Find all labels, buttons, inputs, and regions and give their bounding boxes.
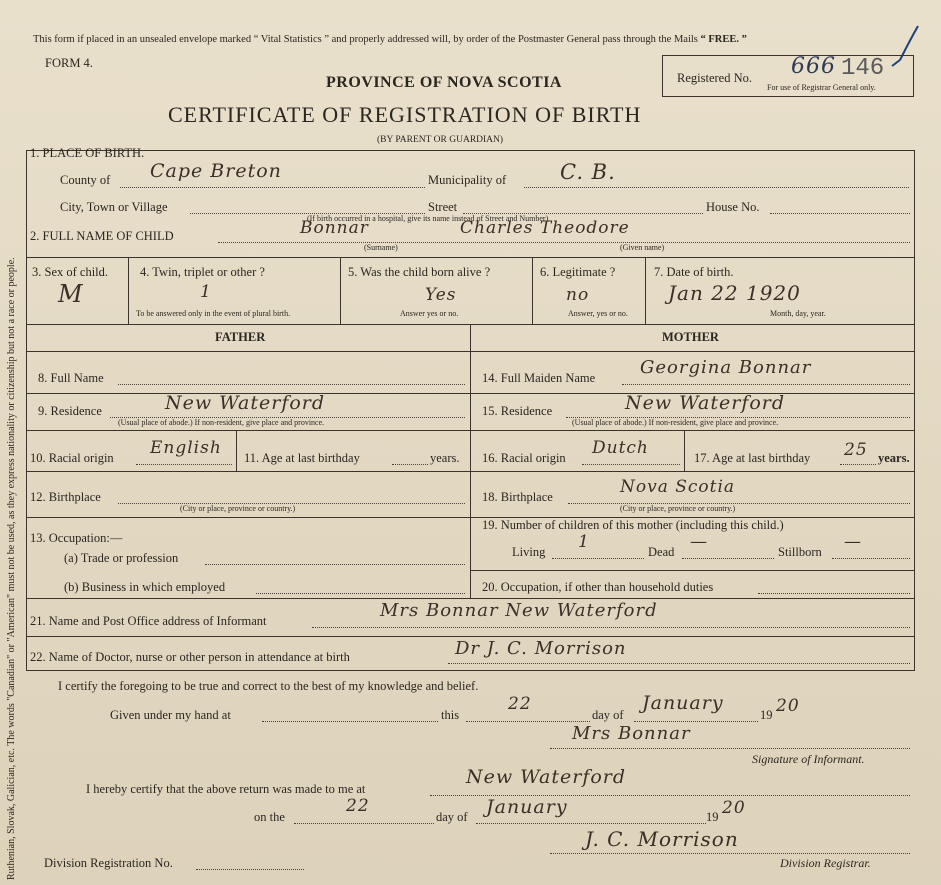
registrar-signature-line [550, 853, 910, 854]
registered-stamp: 146 [841, 55, 885, 82]
certificate-title: CERTIFICATE OF REGISTRATION OF BIRTH [168, 102, 642, 127]
municipality-value: C. B. [560, 160, 616, 184]
child-name-label: 2. FULL NAME OF CHILD [30, 229, 174, 243]
living-line [552, 558, 644, 559]
given-caption: (Given name) [620, 243, 665, 252]
year-value: 20 [776, 696, 800, 716]
mother-line-b [470, 430, 915, 431]
father-racial-label: 10. Racial origin [30, 451, 114, 465]
mother-age-unit: years. [878, 451, 910, 465]
registrar-year-value: 20 [722, 798, 746, 818]
day-of-label: day of [592, 708, 624, 722]
county-value: Cape Breton [150, 160, 282, 182]
father-trade-line [205, 564, 465, 565]
mother-header: MOTHER [662, 330, 719, 344]
mother-maiden-value: Georgina Bonnar [640, 357, 812, 378]
mother-line-e [470, 570, 915, 571]
twin-note: To be answered only in the event of plural birth. [136, 309, 291, 318]
registrar-month-value: January [486, 796, 568, 818]
surname-caption: (Surname) [364, 243, 398, 252]
mother-maiden-line [622, 384, 910, 385]
date-note: Month, day, year. [770, 309, 826, 318]
house-line [770, 213, 910, 214]
mother-racial-value: Dutch [592, 438, 649, 458]
registrar-day-of-label: day of [436, 810, 468, 824]
date-of-birth-value: Jan 22 1920 [668, 281, 801, 305]
mother-age-label: 17. Age at last birthday [694, 451, 811, 465]
registrar-place-value: New Waterford [466, 766, 627, 788]
twin-value: 1 [200, 282, 212, 302]
certificate-subtitle: (BY PARENT OR GUARDIAN) [377, 135, 504, 145]
registrar-month-line [476, 823, 706, 824]
this-label: this [441, 708, 460, 722]
mother-residence-label: 15. Residence [482, 404, 553, 418]
father-racial-value: English [150, 438, 222, 458]
living-value: 1 [578, 532, 590, 552]
registrar-year-prefix: 19 [706, 810, 719, 824]
mother-occupation-label: 20. Occupation, if other than household duties [482, 580, 714, 594]
month-value: January [642, 692, 724, 714]
alive-label: 5. Was the child born alive ? [348, 265, 491, 279]
frame-left [26, 150, 27, 670]
mother-age-line [840, 464, 876, 465]
on-the-line [294, 823, 434, 824]
doctor-value: Dr J. C. Morrison [455, 638, 627, 659]
registrar-signature: J. C. Morrison [585, 827, 739, 851]
municipality-line [524, 187, 909, 188]
living-label: Living [512, 545, 546, 559]
signature-caption: Signature of Informant. [752, 752, 865, 766]
informant-line [312, 627, 910, 628]
father-name-label: 8. Full Name [38, 371, 104, 385]
father-business-line [256, 593, 465, 594]
mother-birthplace-note: (City or place, province or country.) [620, 504, 736, 513]
city-label: City, Town or Village [60, 200, 168, 214]
child-surname: Bonnar [300, 218, 369, 238]
mother-children-label: 19. Number of children of this mother (including this child.) [482, 518, 784, 532]
dead-line [682, 558, 774, 559]
father-residence-value: New Waterford [165, 392, 326, 414]
hospital-note: (If birth occurred in a hospital, give its name instead of Street and Number) [307, 214, 549, 223]
dead-value: — [690, 532, 708, 552]
year-prefix: 19 [760, 708, 773, 722]
row3-div3 [532, 257, 533, 324]
registered-handwritten: 666 [791, 54, 836, 79]
mother-racial-line [582, 464, 680, 465]
mother-occupation-line [758, 593, 910, 594]
father-age-line [392, 464, 428, 465]
top-note-text: This form if placed in an unsealed envelope marked “ Vital Statistics ” and properly addressed will, by order of the Postmaster General pass through the Mails [33, 34, 698, 45]
father-racial-line [136, 464, 232, 465]
dead-label: Dead [648, 545, 675, 559]
father-header: FATHER [215, 330, 266, 344]
on-the-label: on the [254, 810, 285, 824]
mother-birthplace-value: Nova Scotia [620, 477, 736, 497]
registrar-day-value: 22 [346, 796, 370, 816]
informant-bottom-line [26, 636, 915, 637]
mother-residence-note: (Usual place of abode.) If non-resident, give place and province. [572, 418, 779, 427]
sex-label: 3. Sex of child. [32, 265, 109, 279]
signature-line [550, 748, 910, 749]
county-line [120, 187, 425, 188]
top-note [33, 34, 747, 45]
doctor-label: 22. Name of Doctor, nurse or other person in attendance at birth [30, 650, 350, 664]
legit-value: no [566, 285, 590, 305]
father-business-label: (b) Business in which employed [64, 580, 226, 594]
informant-label: 21. Name and Post Office address of Informant [30, 614, 267, 628]
father-birthplace-label: 12. Birthplace [30, 490, 101, 504]
father-line-c [26, 471, 470, 472]
certify-text: I certify the foregoing to be true and correct to the best of my knowledge and belief. [58, 679, 479, 693]
registered-box [662, 55, 914, 97]
top-note-free: “ FREE. ” [700, 34, 747, 45]
row3-div4 [645, 257, 646, 324]
father-trade-label: (a) Trade or profession [64, 551, 179, 565]
father-age-label: 11. Age at last birthday [244, 451, 360, 465]
this-line [466, 721, 590, 722]
row3-top-line [26, 257, 915, 258]
division-registration-label: Division Registration No. [44, 856, 173, 870]
mother-birthplace-label: 18. Birthplace [482, 490, 553, 504]
father-age-unit: years. [430, 451, 460, 465]
legit-note: Answer, yes or no. [568, 309, 628, 318]
twin-label: 4. Twin, triplet or other ? [140, 265, 265, 279]
mother-line-c [470, 471, 915, 472]
parents-bottom-line [26, 598, 915, 599]
doctor-line [448, 663, 910, 664]
father-residence-label: 9. Residence [38, 404, 102, 418]
this-value: 22 [508, 694, 532, 714]
mother-maiden-label: 14. Full Maiden Name [482, 371, 596, 385]
legit-label: 6. Legitimate ? [540, 265, 616, 279]
place-of-birth-label: 1. PLACE OF BIRTH. [30, 146, 145, 160]
sex-value: M [58, 280, 84, 308]
registrar-caption: Division Registrar. [780, 856, 871, 870]
street-label: Street [428, 200, 458, 214]
father-name-line [118, 384, 465, 385]
mother-residence-value: New Waterford [625, 392, 786, 414]
father-line-b [26, 430, 470, 431]
registrar-text: I hereby certify that the above return was made to me at [86, 782, 366, 796]
given-under-line [262, 721, 438, 722]
date-of-birth-label: 7. Date of birth. [654, 265, 734, 279]
child-given-name: Charles Theodore [460, 218, 630, 238]
father-line-d [26, 517, 470, 518]
alive-note: Answer yes or no. [400, 309, 459, 318]
municipality-label: Municipality of [428, 173, 507, 187]
alive-value: Yes [425, 285, 457, 305]
registered-label: Registered No. [677, 71, 752, 85]
stillborn-line [832, 558, 910, 559]
father-residence-note: (Usual place of abode.) If non-resident, give place and province. [118, 418, 325, 427]
mother-age-value: 25 [844, 440, 868, 460]
parents-header-line [26, 351, 915, 352]
form-number: FORM 4. [45, 56, 93, 70]
row3-div1 [128, 257, 129, 324]
county-label: County of [60, 173, 111, 187]
province-heading: PROVINCE OF NOVA SCOTIA [326, 74, 562, 91]
registered-note: For use of Registrar General only. [767, 83, 876, 92]
row3-div2 [340, 257, 341, 324]
stillborn-label: Stillborn [778, 545, 822, 559]
day-of-line [634, 721, 758, 722]
parents-center-divider [470, 324, 471, 598]
stillborn-value: — [844, 532, 862, 552]
child-name-line [218, 242, 910, 243]
division-registration-line [196, 869, 304, 870]
mother-age-divider [684, 430, 685, 471]
father-occupation-label: 13. Occupation:— [30, 531, 123, 545]
informant-value: Mrs Bonnar New Waterford [380, 600, 658, 621]
given-under-label: Given under my hand at [110, 708, 231, 722]
frame-right [914, 150, 915, 670]
house-label: House No. [706, 200, 760, 214]
mother-racial-label: 16. Racial origin [482, 451, 566, 465]
father-age-divider [236, 430, 237, 471]
frame-top [26, 150, 915, 151]
informant-signature: Mrs Bonnar [572, 723, 691, 744]
frame-bottom [26, 670, 915, 671]
father-birthplace-note: (City or place, province or country.) [180, 504, 296, 513]
side-note: Ruthenian, Slovak, Galician, etc. The words "Canadian" or "American" must not be used, as they express nationality or citizenship but not a race or people. [6, 257, 17, 880]
